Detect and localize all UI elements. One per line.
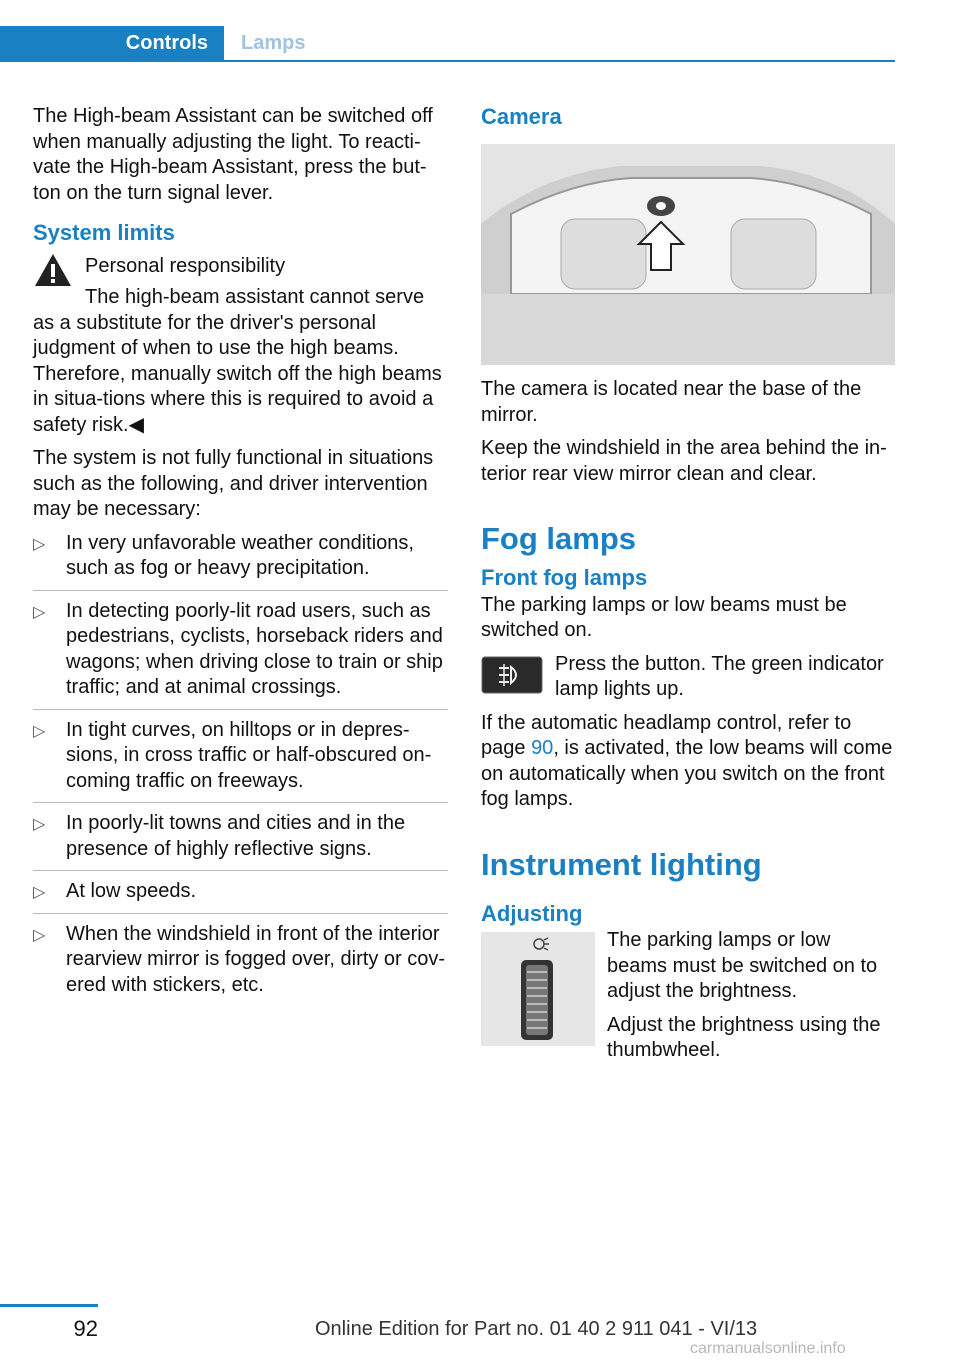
limits-list [33,531,448,1007]
camera-location-figure [481,144,895,365]
thumbwheel-figure [481,932,595,1046]
list-item: ▷ At low speeds. [33,879,448,914]
list-item: ▷ In very unfavorable weather conditions, such as fog or heavy precipitation. [33,531,448,591]
front-fog-heading: Front fog lamps [481,565,648,590]
bullet-triangle-icon: ▷ [33,926,46,944]
list-item: ▷ In poorly-lit towns and cities and in the presence of highly reflective signs. [33,811,448,871]
front-fog-text: The parking lamps or low beams must be switched on. [481,593,847,641]
fog-lamp-button-icon [481,656,543,694]
adjusting-heading: Adjusting [481,900,583,926]
right-column [481,377,895,1072]
left-column [33,104,448,1014]
instrument-lighting-heading: Instrument lighting [481,846,762,882]
edition-text: Online Edition for Part no. 01 40 2 911 041 - VI/13 [315,1318,758,1340]
list-item: ▷ In tight curves, on hilltops or in depres‐sions, in cross traffic or half-obscured on‐coming traffic on freeways. [33,718,448,804]
list-item: ▷ When the windshield in front of the interior rearview mirror is fogged over, dirty or cov‐ered with stickers, etc. [33,922,446,996]
bullet-triangle-icon: ▷ [33,535,46,553]
bullet-triangle-icon: ▷ [33,816,46,833]
tab-lamps[interactable]: Lamps [241,32,306,54]
watermark: carmanualsonline.info [690,1340,846,1357]
fog-lamps-heading: Fog lamps [481,521,637,556]
press-button-text: Press the button. The green indicator lamp lights up. [555,652,884,700]
adjusting-text-1: The parking lamps or low beams must be switched on to adjust the brightness. [607,929,878,1002]
header-rule [0,60,895,62]
automatic-headlamp-text: If the automatic headlamp control, refer to page 90, is activated, the low beams will come on automatically when you switch on the front fog lamps. [481,711,893,810]
adjusting-block [481,928,895,1064]
adjusting-text-2: Adjust the brightness using the thumbwheel. [607,1013,881,1061]
list-item: ▷ In detecting poorly-lit road users, such as pedestrians, cyclists, horseback riders and wagons; when driving close to train or ship traffic; and at animal crossings. [33,599,448,710]
camera-text-2: Keep the windshield in the area behind the in‐terior rear view mirror clean and clear. [481,437,887,485]
camera-text-1: The camera is located near the base of the mirror. [481,378,862,426]
warning-icon [33,252,73,288]
system-limits-heading: System limits [33,220,175,245]
bullet-triangle-icon: ▷ [33,603,46,621]
page-header [0,0,895,62]
page-90-link[interactable]: 90 [531,737,554,759]
camera-heading: Camera [481,104,562,129]
intro-paragraph: The High-beam Assistant can be switched off when manually adjusting the light. To reacti‐vate the High-beam Assistant, press the but‐ton on the turn signal lever. [33,105,433,204]
tab-controls[interactable]: Controls [0,26,224,61]
warning-text: The high-beam assistant cannot serve as a substitute for the driver's personal judgment of when to use the high beams. Therefore, manually switch off the high beams in situa‐tions where this is required to avoid a safety risk.◀ [33,286,442,436]
page-number: 92 [73,1316,98,1341]
footer-rule [0,1304,98,1307]
bullet-triangle-icon: ▷ [33,722,46,740]
bullet-triangle-icon: ▷ [33,884,46,901]
warning-block [33,254,448,280]
fog-button-row [481,652,895,703]
situations-intro: The system is not fully functional in situations such as the following, and driver intervention may be necessary: [33,447,434,520]
warning-title: Personal responsibility [85,254,286,277]
